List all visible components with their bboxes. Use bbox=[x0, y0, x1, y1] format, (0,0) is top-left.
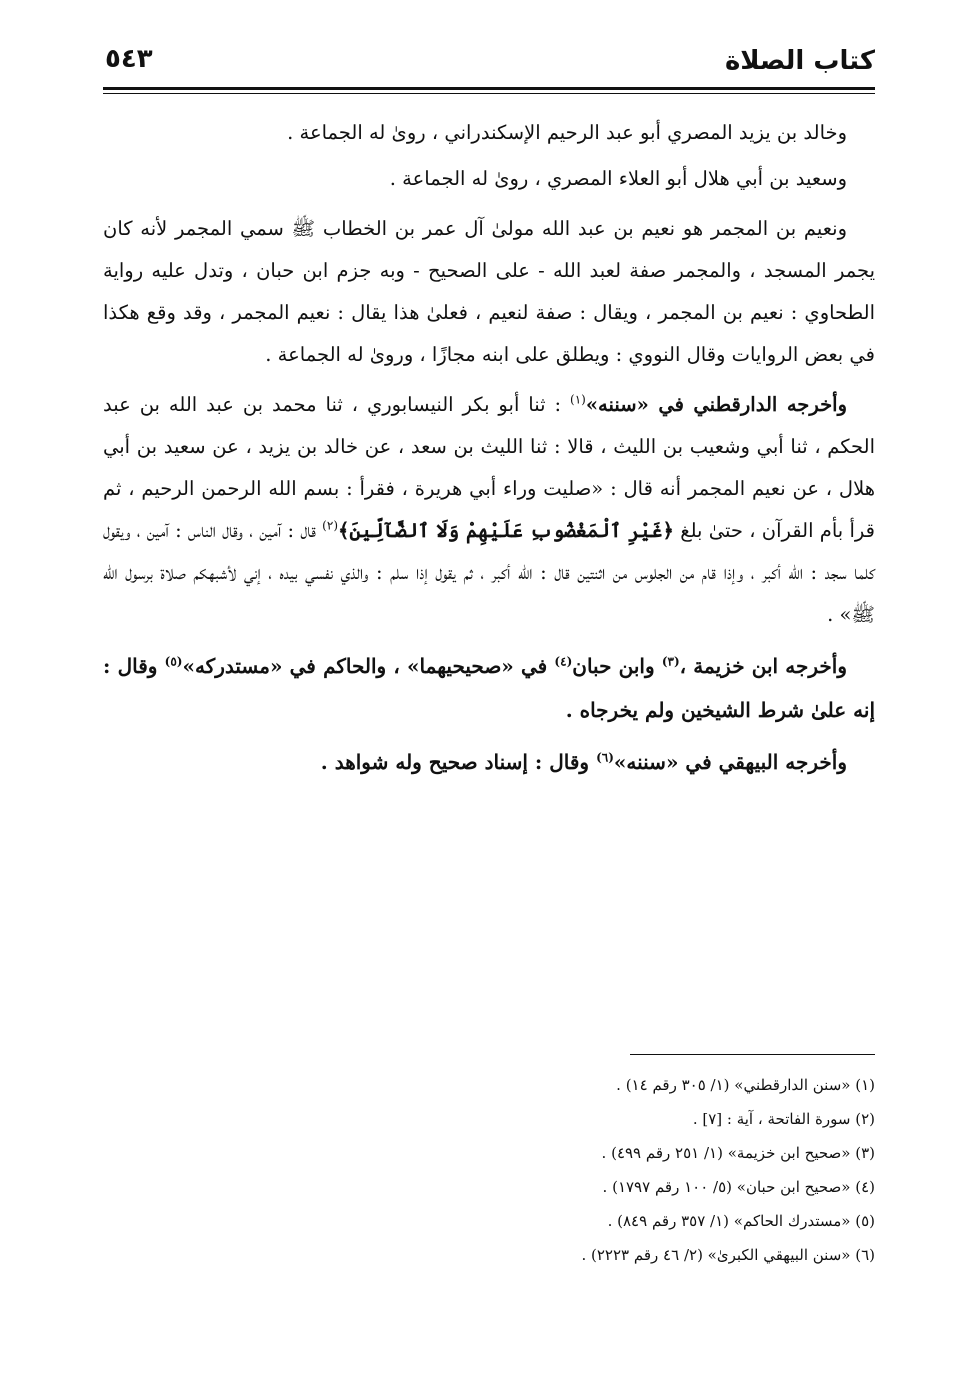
page-header bbox=[103, 40, 875, 90]
footnote-ref-3[interactable]: (٣) bbox=[661, 654, 680, 669]
footnote-item: (٤) «صحيح ابن حبان» (٥/ ١٠٠ رقم ١٧٩٧) . bbox=[602, 1178, 875, 1196]
footnote-ref-1[interactable]: (١) bbox=[570, 392, 586, 407]
footnote-item: (٦) «سنن البيهقي الكبرىٰ» (٢/ ٤٦ رقم ٢٢٢٣) . bbox=[581, 1246, 875, 1264]
footnote-ref-6[interactable]: (٦) bbox=[596, 750, 614, 765]
header-rule-thick bbox=[103, 87, 875, 90]
footnote-item: (١) «سنن الدارقطني» (١/ ٣٠٥ رقم ١٤) . bbox=[616, 1076, 875, 1094]
quran-quote: ﴿غَيْرِ ٱلْمَغْضُوبِ عَلَيْهِمْ وَلَا ٱلضَّآلِّينَ﴾ bbox=[338, 519, 674, 542]
takhrij-khuzayma: وأخرجه ابن خزيمة ، bbox=[679, 654, 847, 678]
footnote-ref-4[interactable]: (٤) bbox=[554, 654, 573, 669]
header-rule-thin bbox=[103, 93, 875, 94]
main-text bbox=[103, 112, 875, 792]
footnotes bbox=[175, 1068, 875, 1272]
paragraph-ibn-khuzayma bbox=[103, 644, 875, 732]
page-number: ٥٤٣ bbox=[105, 44, 153, 74]
paragraph-daraqutni bbox=[103, 384, 875, 636]
footnote-item: (٢) سورة الفاتحة ، آية : [٧] . bbox=[692, 1110, 875, 1128]
footnote-item: (٥) «مستدرك الحاكم» (١/ ٣٥٧ رقم ٨٤٩) . bbox=[607, 1212, 875, 1230]
takhrij-bayhaqi: وأخرجه البيهقي في «سننه» bbox=[613, 750, 847, 774]
paragraph-khalid: وخالد بن يزيد المصري أبو عبد الرحيم الإسكندراني ، روىٰ له الجماعة . bbox=[287, 121, 847, 144]
takhrij-lead: وأخرجه الدارقطني في «سننه» bbox=[585, 393, 847, 416]
footnote-ref-2[interactable]: (٢) bbox=[322, 518, 338, 533]
footnote-ref-5[interactable]: (٥) bbox=[164, 654, 183, 669]
paragraph-bayhaqi bbox=[103, 740, 875, 784]
takhrij-bayhaqi-comment: وقال : إسناد صحيح وله شواهد . bbox=[320, 750, 597, 774]
hadith-text-1: : ثنا أبو بكر النيسابوري ، ثنا محمد بن عبد الله بن عبد الحكم ، ثنا أبي وشعيب بن الليث ، قالا : ثنا الليث بن سعد ، عن خالد بن يزيد ، عن سعيد بن أبي هلال ، عن نعيم المجمر أنه قال : «صليت وراء أبي هريرة ، فقرأ : بسم الله الرحمن الرحيم ، ثم قرأ بأم القرآن ، حتىٰ بلغ bbox=[103, 393, 875, 542]
takhrij-hakim-comment: وقال : إنه علىٰ شرط الشيخين ولم يخرجاه . bbox=[103, 654, 875, 722]
takhrij-hakim: في «صحيحيهما» ، والحاكم في «مستدركه» bbox=[182, 654, 555, 678]
footnote-separator bbox=[630, 1054, 875, 1055]
chapter-title: كتاب الصلاة bbox=[724, 46, 875, 76]
paragraph-nuaym: ونعيم بن المجمر هو نعيم بن عبد الله مولىٰ آل عمر بن الخطاب ﷺ سمي المجمر لأنه كان يجمر المسجد ، والمجمر صفة لعبد الله - على الصحيح - وبه جزم ابن حبان ، وتدل عليه رواية الطحاوي : نعيم بن المجمر ، ويقال : صفة لنعيم ، فعلىٰ هذا يقال : نعيم المجمر ، وقد وقع هكذا في بعض الروايات وقال النووي : ويطلق على ابنه مجازًا ، وروىٰ له الجماعة . bbox=[103, 217, 875, 366]
paragraph-saeed: وسعيد بن أبي هلال أبو العلاء المصري ، روىٰ له الجماعة . bbox=[389, 167, 847, 190]
footnote-item: (٣) «صحيح ابن خزيمة» (١/ ٢٥١ رقم ٤٩٩) . bbox=[601, 1144, 875, 1162]
hadith-text-2: قال : آمين ، وقال الناس : آمين ، ويقول كلما سجد : الله أكبر ، وإذا قام من الجلوس من اثنتين قال : الله أكبر ، ثم يقول إذا سلم : والذي نفسي بيده ، إني لأشبهكم صلاة برسول الله ﷺ» . bbox=[103, 519, 875, 626]
takhrij-hibban: وابن حبان bbox=[572, 654, 662, 678]
